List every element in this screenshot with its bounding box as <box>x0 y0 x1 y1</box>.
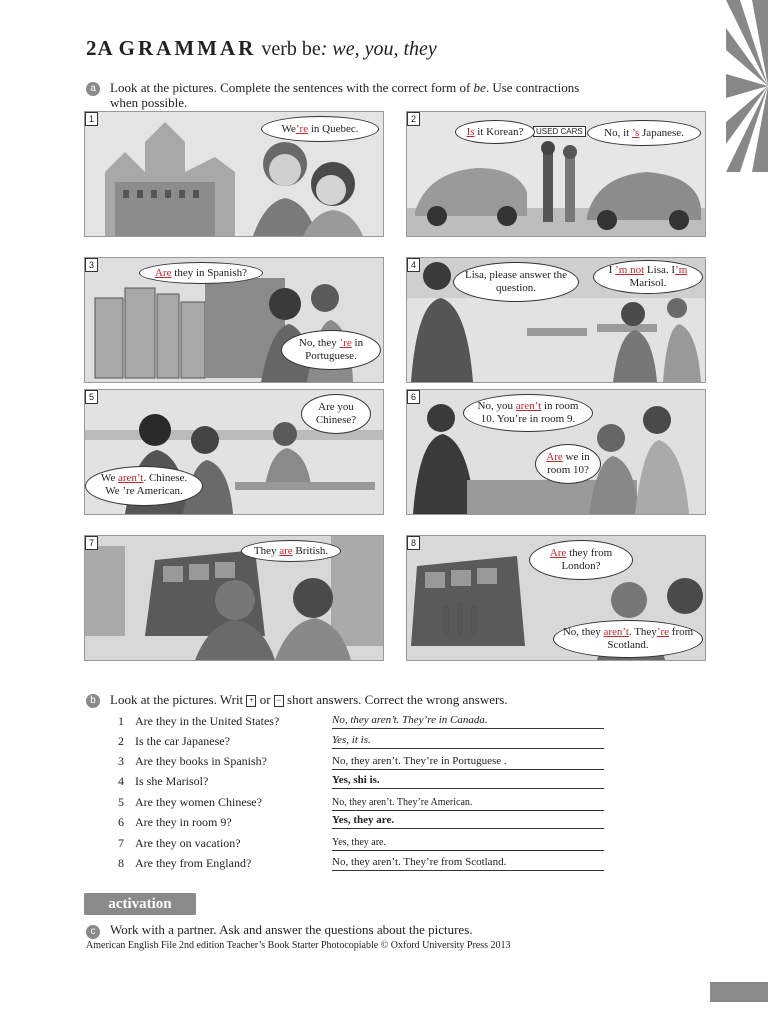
speech-bubble: They are British. <box>241 540 341 562</box>
answer-line: No, they aren’t. They’re in Canada. <box>332 713 604 729</box>
speech-bubble: No, they ’re in Portuguese. <box>281 330 381 370</box>
picture-panel-3 <box>84 257 384 383</box>
picture-panel-4 <box>406 257 706 383</box>
section-a-instruction: Look at the pictures. Complete the sentences with the correct form of be. Use contractions when possible. <box>110 80 580 110</box>
panel-number: 4 <box>407 258 420 272</box>
plus-box: + <box>246 695 256 707</box>
speech-bubble: We aren’t. Chinese. We ’re American. <box>85 466 203 506</box>
list-item: 2 Is the car Japanese? <box>118 734 230 748</box>
panel-number: 1 <box>85 112 98 126</box>
picture-panel-5 <box>84 389 384 515</box>
answer-line: No, they aren’t. They’re from Scotland. <box>332 855 604 871</box>
section-a-badge: a <box>86 82 100 96</box>
picture-panel-6 <box>406 389 706 515</box>
list-item: 3 Are they books in Spanish? <box>118 754 267 768</box>
panel-number: 8 <box>407 536 420 550</box>
speech-bubble: Are you Chinese? <box>301 394 371 434</box>
picture-panel-2 <box>406 111 706 237</box>
panel-number: 3 <box>85 258 98 272</box>
title-code: 2A <box>86 36 114 60</box>
list-item: 7 Are they on vacation? <box>118 836 241 850</box>
answer-line: Yes, they are. <box>332 813 604 829</box>
speech-bubble: We’re in Quebec. <box>261 116 379 142</box>
speech-bubble: No, it ’s Japanese. <box>587 120 701 146</box>
list-item: 5 Are they women Chinese? <box>118 795 262 809</box>
page-title <box>86 36 437 61</box>
london-street-illustration <box>85 536 383 660</box>
list-item: 4 Is she Marisol? <box>118 774 209 788</box>
title-rest: verb be <box>261 38 321 60</box>
panel-number: 5 <box>85 390 98 404</box>
speech-bubble: No, they aren’t. They’re from Scotland. <box>553 620 703 658</box>
speech-bubble: Lisa, please answer the question. <box>453 262 579 302</box>
speech-bubble: Are we in room 10? <box>535 444 601 484</box>
answer-line: Yes, they are. <box>332 835 604 851</box>
used-cars-sign: USED CARS <box>533 126 586 137</box>
section-b-instruction: Look at the pictures. Writ + or − short answers. Correct the wrong answers. <box>110 692 508 707</box>
answer-line: Yes, shi is. <box>332 773 604 789</box>
section-c-instruction: Work with a partner. Ask and answer the questions about the pictures. <box>110 922 473 937</box>
speech-bubble: I ’m not Lisa. I’m Marisol. <box>593 260 703 294</box>
list-item: 8 Are they from England? <box>118 856 252 870</box>
answer-line: Yes, it is. <box>332 733 604 749</box>
speech-bubble: No, you aren’t in room 10. You’re in room 9. <box>463 394 593 432</box>
panel-number: 7 <box>85 536 98 550</box>
picture-panel-8 <box>406 535 706 661</box>
list-item: 1 Are they in the United States? <box>118 714 280 728</box>
panel-number: 6 <box>407 390 420 404</box>
list-item: 6 Are they in room 9? <box>118 815 232 829</box>
corner-sunburst-decoration <box>726 0 768 172</box>
title-word: GRAMMAR <box>118 36 257 60</box>
answer-line: No, they aren’t. They’re in Portuguese . <box>332 754 604 770</box>
speech-bubble: Is it Korean? <box>455 120 535 144</box>
panel-number: 2 <box>407 112 420 126</box>
section-b-badge: b <box>86 694 100 708</box>
copyright-footer: American English File 2nd edition Teacher’s Book Starter Photocopiable © Oxford University Press 2013 <box>86 940 511 951</box>
title-suffix: : we, you, they <box>320 38 437 60</box>
speech-bubble: Are they in Spanish? <box>139 262 263 284</box>
page-tab-decoration <box>710 982 768 1002</box>
section-c-badge: c <box>86 925 100 939</box>
answer-line: No, they aren’t. They’re American. <box>332 795 604 811</box>
minus-box: − <box>274 695 284 707</box>
picture-panel-1 <box>84 111 384 237</box>
speech-bubble: Are they from London? <box>529 540 633 580</box>
activation-heading: activation <box>84 893 196 915</box>
picture-panel-7 <box>84 535 384 661</box>
